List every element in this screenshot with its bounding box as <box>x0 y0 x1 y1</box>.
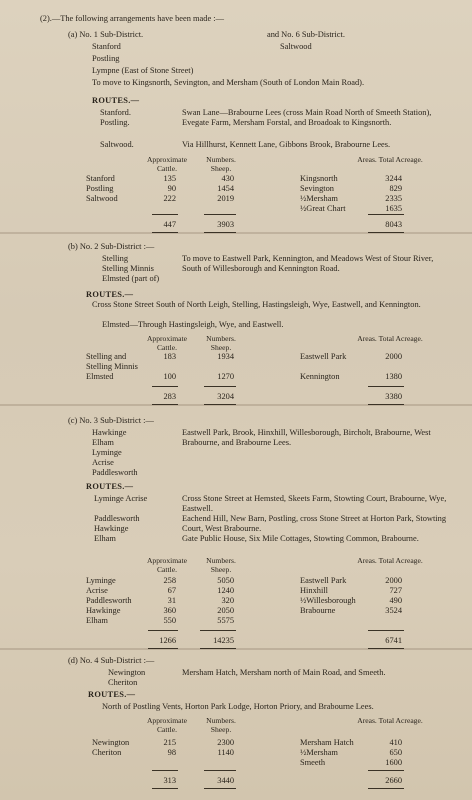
total-rule <box>368 404 404 405</box>
s1-total-acre: 8043 <box>385 220 402 229</box>
s4-row-name: Cheriton <box>92 748 122 757</box>
total-rule <box>152 232 178 233</box>
s3-hdr-areas: Areas. Total Acreage. <box>357 556 423 565</box>
s2-area-name: Kennington <box>300 372 340 381</box>
s4-area-name: ½Mersham <box>300 748 338 757</box>
s3-area-acre: 3524 <box>385 606 402 615</box>
s1-row-name: Saltwood <box>86 194 118 203</box>
s1-hdr-cattle: Approximate Cattle. <box>146 155 188 173</box>
s3-row-name: Paddlesworth <box>86 596 132 605</box>
s3-route-text: Eachend Hill, New Barn, Postling, cross Stone Street at Horton Park, Stowting Court, West Brabourne. <box>182 514 447 533</box>
s3-place: Hawkinge <box>92 428 127 437</box>
s3-route-key: Lyminge Acrise <box>94 494 148 503</box>
s2-hdr-areas: Areas. Total Acreage. <box>357 334 423 343</box>
s2-hdr-sheep: Numbers. Sheep. <box>206 334 236 352</box>
s1-row-name: Stanford <box>86 174 115 183</box>
s4-row-sheep: 1140 <box>217 748 234 757</box>
total-rule <box>152 214 178 215</box>
s1-row-cattle: 222 <box>163 194 176 203</box>
s1-route-key: Saltwood. <box>100 140 134 149</box>
s2-total-sheep: 3204 <box>217 392 234 401</box>
s1-place: Postling <box>92 54 120 63</box>
s2-area-acre: 1380 <box>385 372 402 381</box>
s2-row-name: Stelling and Stelling Minnis <box>86 352 138 371</box>
s3-row-sheep: 320 <box>221 596 234 605</box>
s1-total-cattle: 447 <box>163 220 176 229</box>
s2-place: Stelling Minnis <box>102 264 154 273</box>
s2-area-name: Eastwell Park <box>300 352 347 361</box>
total-rule <box>152 770 178 771</box>
s4-row-cattle: 215 <box>163 738 176 747</box>
s1-hdr-areas: Areas. Total Acreage. <box>357 155 423 164</box>
s2-row-name: Elmsted <box>86 372 114 381</box>
s2-total-acre: 3380 <box>385 392 402 401</box>
s1-row-cattle: 90 <box>167 184 176 193</box>
s3-hdr-sheep: Numbers. Sheep. <box>206 556 236 574</box>
s3-place: Paddlesworth <box>92 468 138 477</box>
s3-row-sheep: 5575 <box>217 616 234 625</box>
s3-move: Eastwell Park, Brook, Hinxhill, Willesborough, Bircholt, Brabourne, West Brabourne, and Brabourne Lees. <box>182 428 431 447</box>
total-rule <box>368 648 404 649</box>
s3-place: Elham <box>92 438 114 447</box>
s3-route-key: Paddlesworth Hawkinge <box>94 514 140 533</box>
s1-label-6: and No. 6 Sub-District. <box>267 30 345 39</box>
total-rule <box>368 386 404 387</box>
s3-area-acre: 2000 <box>385 576 402 585</box>
total-rule <box>200 648 236 649</box>
s4-place: Newington <box>108 668 146 677</box>
s3-row-cattle: 360 <box>163 606 176 615</box>
s2-move: To move to Eastwell Park, Kennington, and Meadows West of Stour River, South of Willesborough and Kennington Road. <box>182 254 434 273</box>
s3-total-sheep: 14235 <box>213 636 234 645</box>
s4-hdr-cattle: Approximate Cattle. <box>146 716 188 734</box>
s3-row-cattle: 258 <box>163 576 176 585</box>
s2-place: Stelling <box>102 254 129 263</box>
s3-area-name: ½Willesborough <box>300 596 356 605</box>
s4-row-name: Newington <box>92 738 130 747</box>
s3-area-acre: 727 <box>389 586 402 595</box>
s1-area-acre: 829 <box>389 184 402 193</box>
total-rule <box>200 630 236 631</box>
s4-total-acre: 2660 <box>385 776 402 785</box>
s2-total-cattle: 283 <box>163 392 176 401</box>
s4-move: Mersham Hatch, Mersham north of Main Road, and Smeeth. <box>182 668 386 677</box>
s2-row-sheep: 1270 <box>217 372 234 381</box>
s3-total-acre: 6741 <box>385 636 402 645</box>
total-rule <box>368 214 404 215</box>
total-rule <box>368 770 404 771</box>
s2-row-cattle: 100 <box>163 372 176 381</box>
s2-route-text: Cross Stone Street South of North Leigh, Stelling, Hastingsleigh, Wye, Eastwell, and Kennington. <box>92 300 421 309</box>
s2-hdr-cattle: Approximate Cattle. <box>146 334 188 352</box>
total-rule <box>204 214 236 215</box>
s1-area-acre: 3244 <box>385 174 402 183</box>
s4-area-acre: 410 <box>389 738 402 747</box>
total-rule <box>204 404 236 405</box>
total-rule <box>204 386 236 387</box>
s3-row-name: Elham <box>86 616 108 625</box>
s3-row-cattle: 550 <box>163 616 176 625</box>
s2-row-sheep: 1934 <box>217 352 234 361</box>
s2-area-acre: 2000 <box>385 352 402 361</box>
total-rule <box>204 770 236 771</box>
s4-label: (d) No. 4 Sub-District :— <box>68 656 155 665</box>
s2-routes-heading: ROUTES.— <box>86 290 134 299</box>
s1-row-sheep: 2019 <box>217 194 234 203</box>
s1-move: To move to Kingsnorth, Sevington, and Mersham (South of London Main Road). <box>92 78 365 87</box>
total-rule <box>152 788 178 789</box>
s1-routes-heading: ROUTES.— <box>92 96 140 105</box>
s3-total-cattle: 1266 <box>159 636 176 645</box>
s1-row-name: Postling <box>86 184 114 193</box>
s1-place-6: Saltwood <box>280 42 312 51</box>
s3-place: Lyminge <box>92 448 122 457</box>
s2-row-cattle: 183 <box>163 352 176 361</box>
s3-row-sheep: 2050 <box>217 606 234 615</box>
s3-row-name: Hawkinge <box>86 606 121 615</box>
s1-area-acre: 1635 <box>385 204 402 213</box>
s2-route-text: Elmsted—Through Hastingsleigh, Wye, and Eastwell. <box>102 320 284 329</box>
s3-place: Acrise <box>92 458 114 467</box>
total-rule <box>148 648 178 649</box>
total-rule <box>148 630 178 631</box>
s2-label: (b) No. 2 Sub-District :— <box>68 242 155 251</box>
s3-route-text: Gate Public House, Six Mile Cottages, Stowting Common, Brabourne. <box>182 534 419 543</box>
s1-row-cattle: 135 <box>163 174 176 183</box>
s3-area-name: Hinxhill <box>300 586 328 595</box>
s4-routes-heading: ROUTES.— <box>88 690 136 699</box>
s1-area-name: ½Great Chart <box>300 204 346 213</box>
s1-route-key: Stanford. Postling. <box>100 108 131 127</box>
s4-row-sheep: 2300 <box>217 738 234 747</box>
s3-area-name: Brabourne <box>300 606 336 615</box>
intro-text: (2).—The following arrangements have been made :— <box>40 14 224 23</box>
s3-route-text: Cross Stone Street at Hemsted, Skeets Farm, Stowting Court, Brabourne, Wye, Eastwell. <box>182 494 447 513</box>
s3-row-name: Acrise <box>86 586 108 595</box>
s4-area-name: Smeeth <box>300 758 326 767</box>
total-rule <box>368 630 404 631</box>
s4-place: Cheriton <box>108 678 138 687</box>
total-rule <box>152 404 178 405</box>
s3-row-sheep: 1240 <box>217 586 234 595</box>
s3-row-cattle: 67 <box>167 586 176 595</box>
s4-total-cattle: 313 <box>163 776 176 785</box>
s3-label: (c) No. 3 Sub-District :— <box>68 416 154 425</box>
total-rule <box>368 788 404 789</box>
s3-hdr-cattle: Approximate Cattle. <box>146 556 188 574</box>
s4-area-name: Mersham Hatch <box>300 738 354 747</box>
total-rule <box>204 232 236 233</box>
s1-hdr-sheep: Numbers. Sheep. <box>206 155 236 173</box>
s1-area-name: Kingsnorth <box>300 174 338 183</box>
s4-area-acre: 650 <box>389 748 402 757</box>
s2-place: Elmsted (part of) <box>102 274 160 283</box>
s4-hdr-sheep: Numbers. Sheep. <box>206 716 236 734</box>
s4-total-sheep: 3440 <box>217 776 234 785</box>
s3-row-name: Lyminge <box>86 576 116 585</box>
s3-area-name: Eastwell Park <box>300 576 347 585</box>
s4-row-cattle: 98 <box>167 748 176 757</box>
s1-total-sheep: 3903 <box>217 220 234 229</box>
s1-place: Stanford <box>92 42 121 51</box>
s4-area-acre: 1600 <box>385 758 402 767</box>
s1-route-text: Via Hillhurst, Kennett Lane, Gibbons Brook, Brabourne Lees. <box>182 140 391 149</box>
s3-area-acre: 490 <box>389 596 402 605</box>
s4-hdr-areas: Areas. Total Acreage. <box>357 716 423 725</box>
s1-route-text: Swan Lane—Brabourne Lees (cross Main Road North of Smeeth Station), Evegate Farm, Mersham Forstal, and Broadoak to Kingsnorth. <box>182 108 432 127</box>
s3-row-sheep: 5050 <box>217 576 234 585</box>
s1-area-name: Sevington <box>300 184 334 193</box>
s1-label: (a) No. 1 Sub-District. <box>68 30 144 39</box>
s1-row-sheep: 430 <box>221 174 234 183</box>
s1-area-acre: 2335 <box>385 194 402 203</box>
s3-route-key: Elham <box>94 534 116 543</box>
total-rule <box>368 232 404 233</box>
s4-route-text: North of Postling Vents, Horton Park Lodge, Horton Priory, and Brabourne Lees. <box>102 702 374 711</box>
s1-place: Lympne (East of Stone Street) <box>92 66 194 75</box>
s3-routes-heading: ROUTES.— <box>86 482 134 491</box>
s1-row-sheep: 1454 <box>217 184 234 193</box>
s1-area-name: ½Mersham <box>300 194 338 203</box>
total-rule <box>204 788 236 789</box>
total-rule <box>152 386 178 387</box>
s3-row-cattle: 31 <box>167 596 176 605</box>
